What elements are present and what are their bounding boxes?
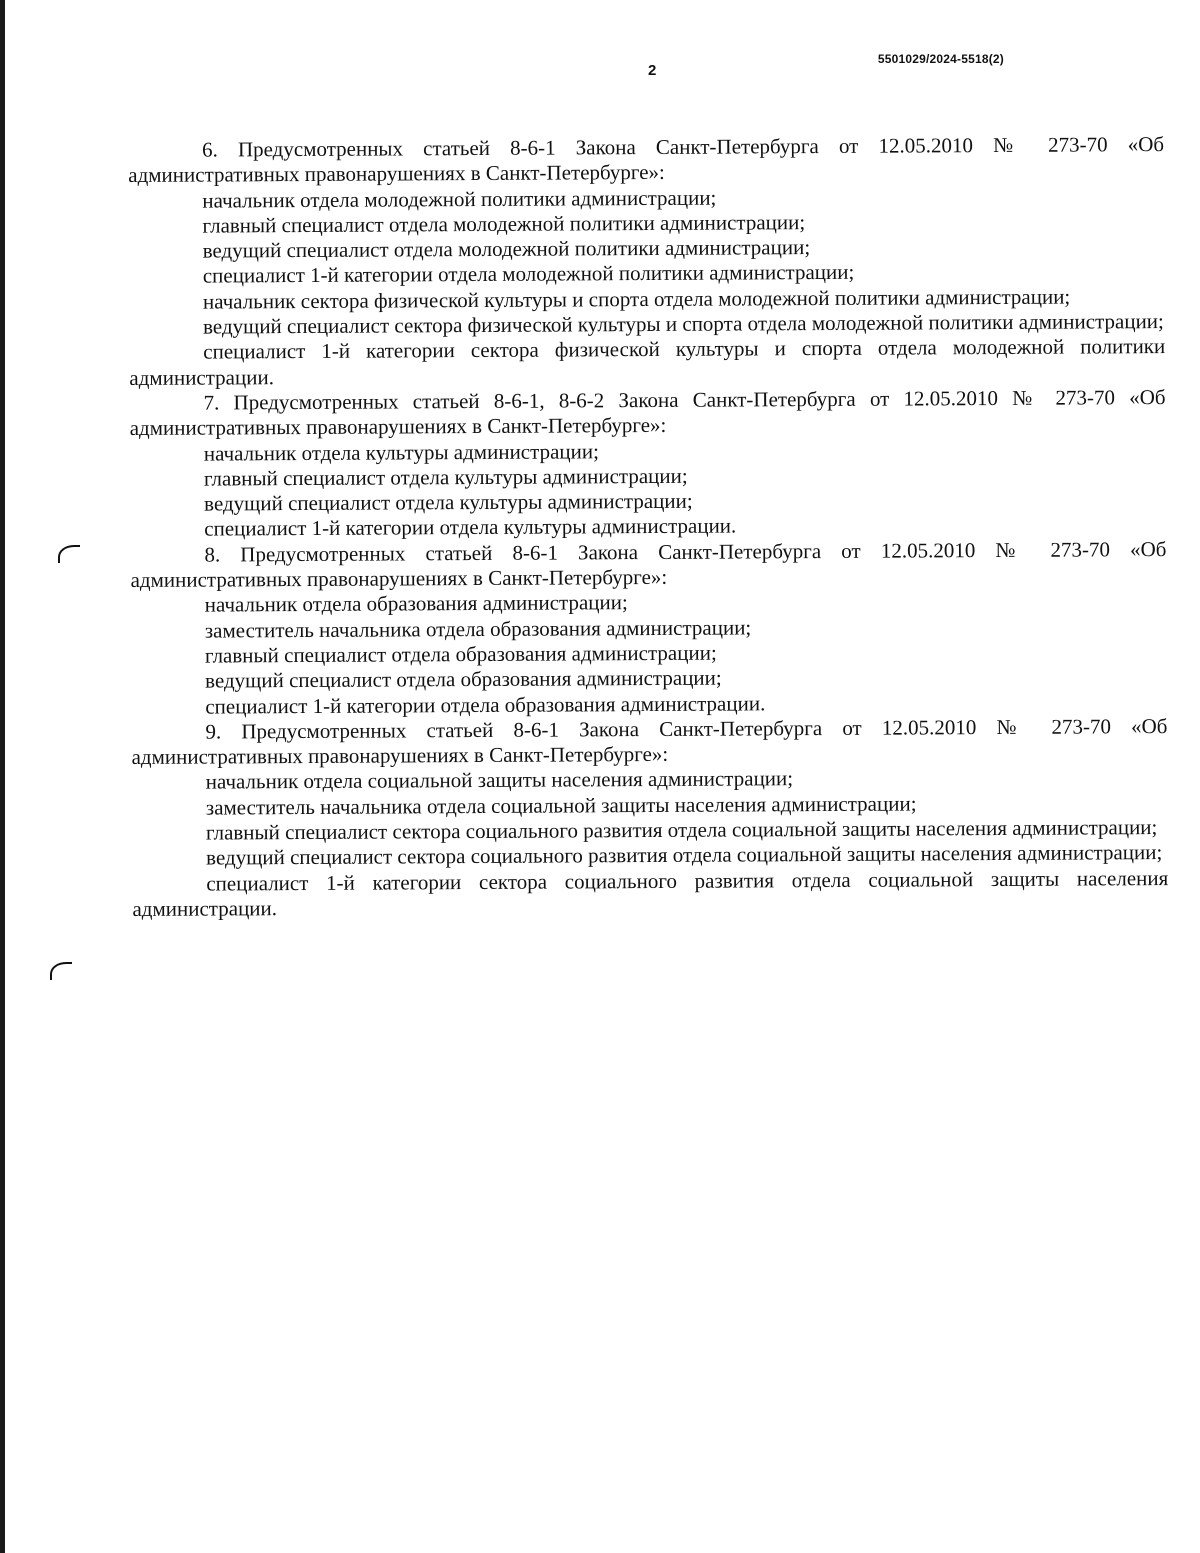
page-number: 2 — [648, 62, 657, 79]
list-item: главный специалист отдела молодежной политики администрации; — [202, 209, 806, 238]
list-item: заместитель начальника отдела образования администрации; — [204, 615, 752, 643]
list-item: главный специалист сектора социального развития отдела социальной защиты населения администрации; — [205, 815, 1158, 845]
list-item: ведущий специалист отдела культуры администрации; — [204, 488, 693, 516]
document-code: 5501029/2024-5518(2) — [877, 52, 1004, 66]
scan-edge — [0, 0, 5, 1553]
section-8 — [130, 537, 1167, 720]
section-6 — [128, 132, 1165, 391]
list-item: ведущий специалист отдела образования администрации; — [205, 665, 722, 693]
margin-mark — [50, 962, 72, 980]
list-item: начальник отдела социальной защиты населения администрации; — [205, 766, 794, 794]
list-item: начальник сектора физической культуры и спорта отдела молодежной политики администрации; — [202, 284, 1071, 314]
list-item: заместитель начальника отдела социальной защиты населения администрации; — [205, 791, 917, 820]
list-item: специалист 1-й категории отдела образования администрации. — [205, 690, 766, 719]
list-item: ведущий специалист сектора социального развития отдела социальной защиты населения администрации; — [206, 840, 1163, 870]
list-item: специалист 1-й категории сектора физической культуры и спорта отдела молодежной политики администрации. — [129, 334, 1166, 390]
list-item: главный специалист отдела культуры администрации; — [203, 463, 688, 491]
list-item: специалист 1-й категории отдела молодежной политики администрации; — [202, 260, 855, 289]
section-7 — [129, 385, 1166, 543]
list-item: начальник отдела образования администрации; — [204, 590, 628, 617]
section-heading: 7. Предусмотренных статьей 8-6-1, 8-6-2 Закона Санкт-Петербурга от 12.05.2010 № 273-70 «Об административных правонарушениях в Санкт-Петербурге»: — [129, 384, 1166, 441]
list-item: специалист 1-й категории сектора социального развития отдела социальной защиты населения администрации. — [132, 865, 1169, 921]
list-item: ведущий специалист отдела молодежной политики администрации; — [202, 235, 811, 263]
list-item: специалист 1-й категории отдела культуры администрации. — [204, 513, 737, 542]
list-item: ведущий специалист сектора физической культуры и спорта отдела молодежной политики администрации; — [203, 309, 1164, 339]
section-heading: 8. Предусмотренных статьей 8-6-1 Закона Санкт-Петербурга от 12.05.2010 № 273-70 «Об административных правонарушениях в Санкт-Петербурге»: — [130, 536, 1167, 593]
list-item: главный специалист отдела образования администрации; — [204, 640, 717, 668]
section-heading: 9. Предусмотренных статьей 8-6-1 Закона Санкт-Петербурга от 12.05.2010 № 273-70 «Об административных правонарушениях в Санкт-Петербурге»: — [131, 713, 1168, 770]
section-heading: 6. Предусмотренных статьей 8-6-1 Закона Санкт-Петербурга от 12.05.2010 № 273-70 «Об административных правонарушениях в Санкт-Петербурге»: — [128, 132, 1165, 188]
margin-mark — [58, 545, 80, 563]
list-item: начальник отдела культуры администрации; — [203, 438, 599, 466]
section-9 — [131, 714, 1168, 922]
list-item: начальник отдела молодежной политики администрации; — [202, 185, 717, 213]
document-body — [128, 132, 1168, 922]
